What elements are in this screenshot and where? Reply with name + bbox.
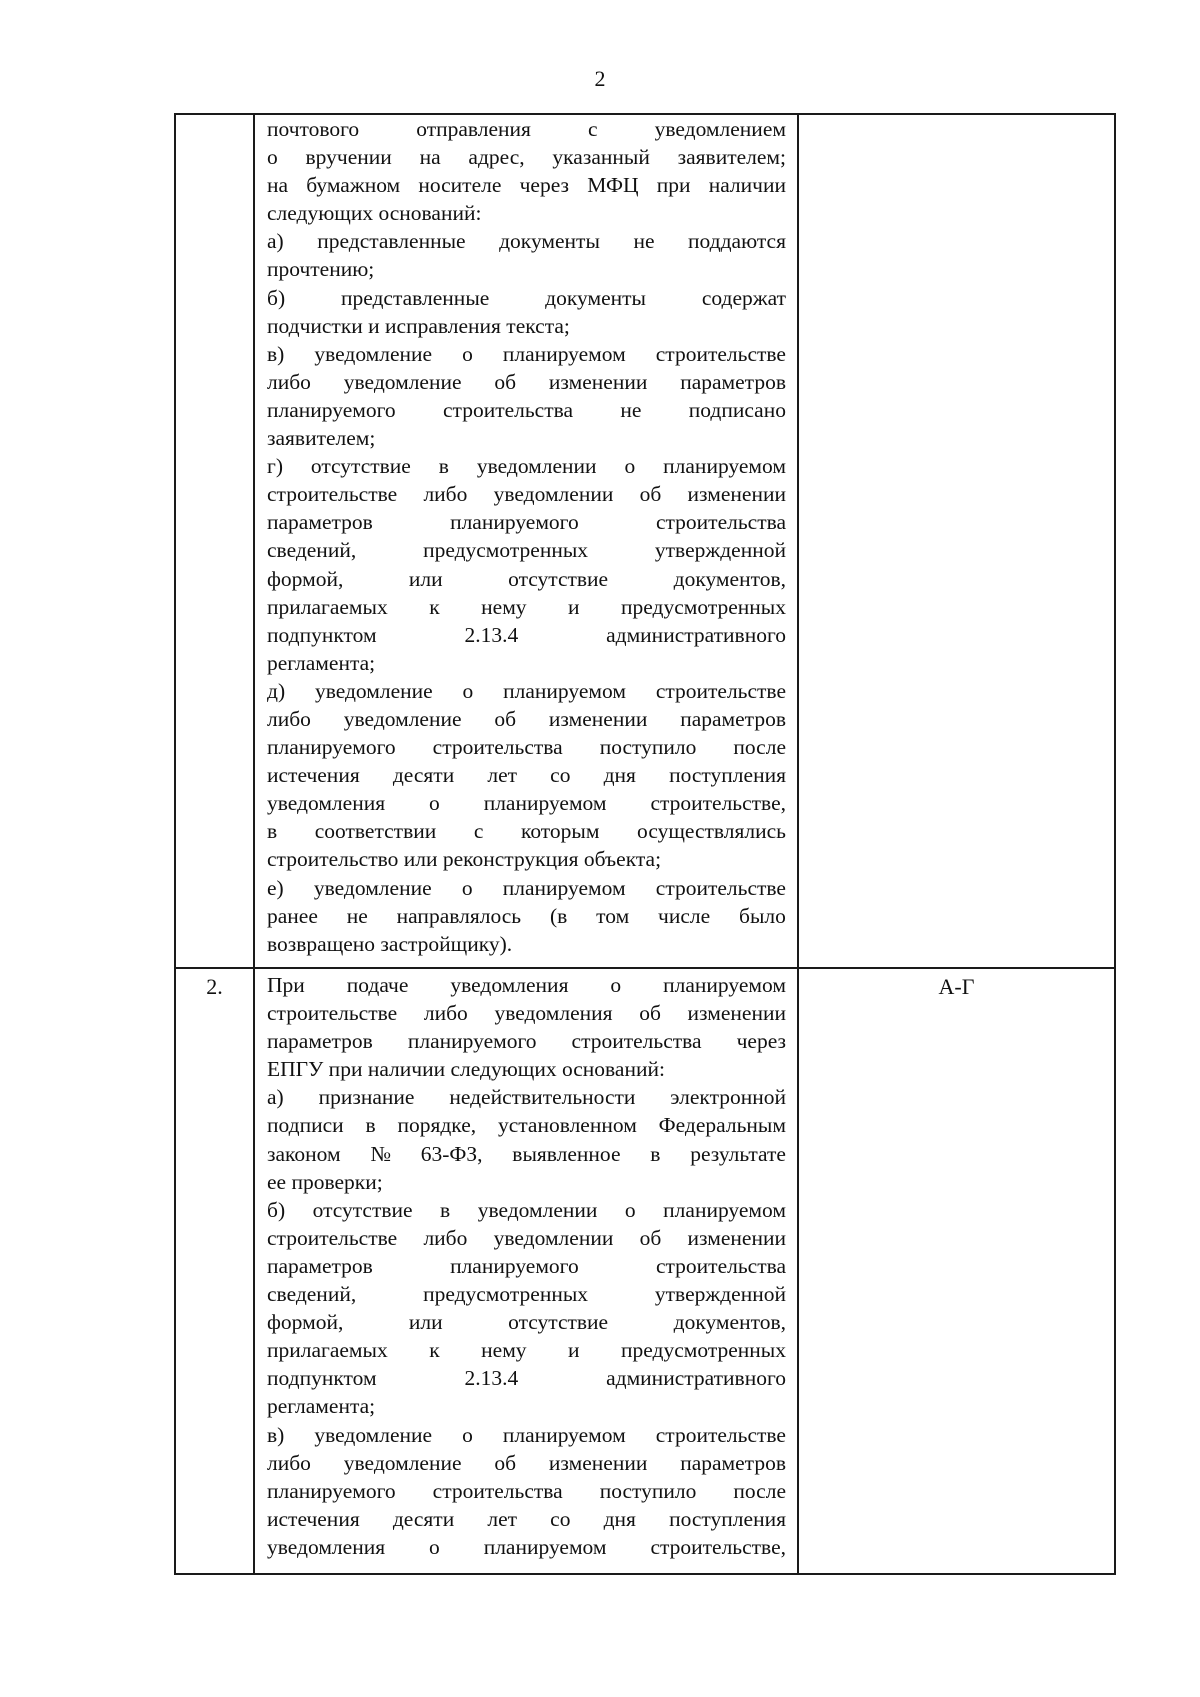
text-line: планируемого строительства поступило после bbox=[267, 1478, 786, 1503]
text-line: уведомления о планируемом строительстве, bbox=[267, 1534, 786, 1559]
text-line: строительстве либо уведомления об изменении bbox=[267, 1001, 786, 1026]
text-line: законом № 63-ФЗ, выявленное в результате bbox=[267, 1141, 786, 1166]
text-line: параметров планируемого строительства через bbox=[267, 1029, 786, 1054]
text-line: б) отсутствие в уведомлении о планируемом bbox=[267, 1197, 786, 1222]
text-line: прилагаемых к нему и предусмотренных bbox=[267, 1338, 786, 1363]
text-line: При подаче уведомления о планируемом bbox=[267, 973, 786, 997]
text-line: истечения десяти лет со дня поступления bbox=[267, 1506, 786, 1531]
text-line: подчистки и исправления текста; bbox=[267, 313, 570, 338]
text-line: в) уведомление о планируемом строительстве bbox=[267, 341, 786, 366]
text-line: б) представленные документы содержат bbox=[267, 285, 786, 310]
text-line: истечения десяти лет со дня поступления bbox=[267, 763, 786, 788]
text-line: а) представленные документы не поддаются bbox=[267, 229, 786, 254]
text-line: либо уведомление об изменении параметров bbox=[267, 706, 786, 731]
text-line: заявителем; bbox=[267, 426, 376, 451]
text-line: параметров планируемого строительства bbox=[267, 510, 786, 535]
row-text bbox=[254, 114, 798, 968]
text-line: подпунктом 2.13.4 административного bbox=[267, 1366, 786, 1391]
text-line: строительстве либо уведомлении об изменении bbox=[267, 1225, 786, 1250]
text-line: регламента; bbox=[267, 650, 376, 675]
text-line: регламента; bbox=[267, 1394, 376, 1419]
row-code bbox=[798, 114, 1115, 968]
text-line: в) уведомление о планируемом строительстве bbox=[267, 1422, 786, 1447]
text-line: ранее не направлялось (в том числе было bbox=[267, 903, 786, 928]
text-line: е) уведомление о планируемом строительстве bbox=[267, 875, 786, 900]
row-text bbox=[254, 968, 798, 1574]
text-line: либо уведомление об изменении параметров bbox=[267, 369, 786, 394]
text-line: уведомления о планируемом строительстве, bbox=[267, 791, 786, 816]
text-line: строительстве либо уведомлении об изменении bbox=[267, 482, 786, 507]
grounds-table bbox=[174, 113, 1116, 1575]
text-line: формой, или отсутствие документов, bbox=[267, 1310, 786, 1335]
text-line: д) уведомление о планируемом строительстве bbox=[267, 678, 786, 703]
text-line: планируемого строительства поступило после bbox=[267, 735, 786, 760]
row-number: 2. bbox=[175, 968, 254, 1574]
text-line: прилагаемых к нему и предусмотренных bbox=[267, 594, 786, 619]
text-line: сведений, предусмотренных утвержденной bbox=[267, 538, 786, 563]
text-line: возвращено застройщику). bbox=[267, 931, 513, 956]
row-code: А-Г bbox=[798, 968, 1115, 1574]
text-line: строительство или реконструкция объекта; bbox=[267, 847, 662, 872]
text-line: сведений, предусмотренных утвержденной bbox=[267, 1282, 786, 1307]
text-line: на бумажном носителе через МФЦ при наличии bbox=[267, 173, 786, 198]
text-line: ЕПГУ при наличии следующих оснований: bbox=[267, 1057, 665, 1082]
table-row bbox=[175, 114, 1115, 968]
text-line: параметров планируемого строительства bbox=[267, 1253, 786, 1278]
text-line: прочтению; bbox=[267, 257, 375, 282]
table-row bbox=[175, 968, 1115, 1574]
text-line: а) признание недействительности электронной bbox=[267, 1085, 786, 1110]
text-line: формой, или отсутствие документов, bbox=[267, 566, 786, 591]
text-line: подписи в порядке, установленном Федеральным bbox=[267, 1113, 786, 1138]
page-number: 2 bbox=[594, 66, 606, 91]
text-line: ее проверки; bbox=[267, 1169, 383, 1194]
text-line: следующих оснований: bbox=[267, 201, 482, 226]
text-line: либо уведомление об изменении параметров bbox=[267, 1450, 786, 1475]
text-line: подпунктом 2.13.4 административного bbox=[267, 622, 786, 647]
text-line: планируемого строительства не подписано bbox=[267, 397, 786, 422]
text-line: г) отсутствие в уведомлении о планируемом bbox=[267, 454, 786, 479]
row-number bbox=[175, 114, 254, 968]
text-line: почтового отправления с уведомлением bbox=[267, 117, 786, 141]
text-line: о вручении на адрес, указанный заявителем; bbox=[267, 145, 786, 170]
text-line: в соответствии с которым осуществлялись bbox=[267, 819, 786, 844]
